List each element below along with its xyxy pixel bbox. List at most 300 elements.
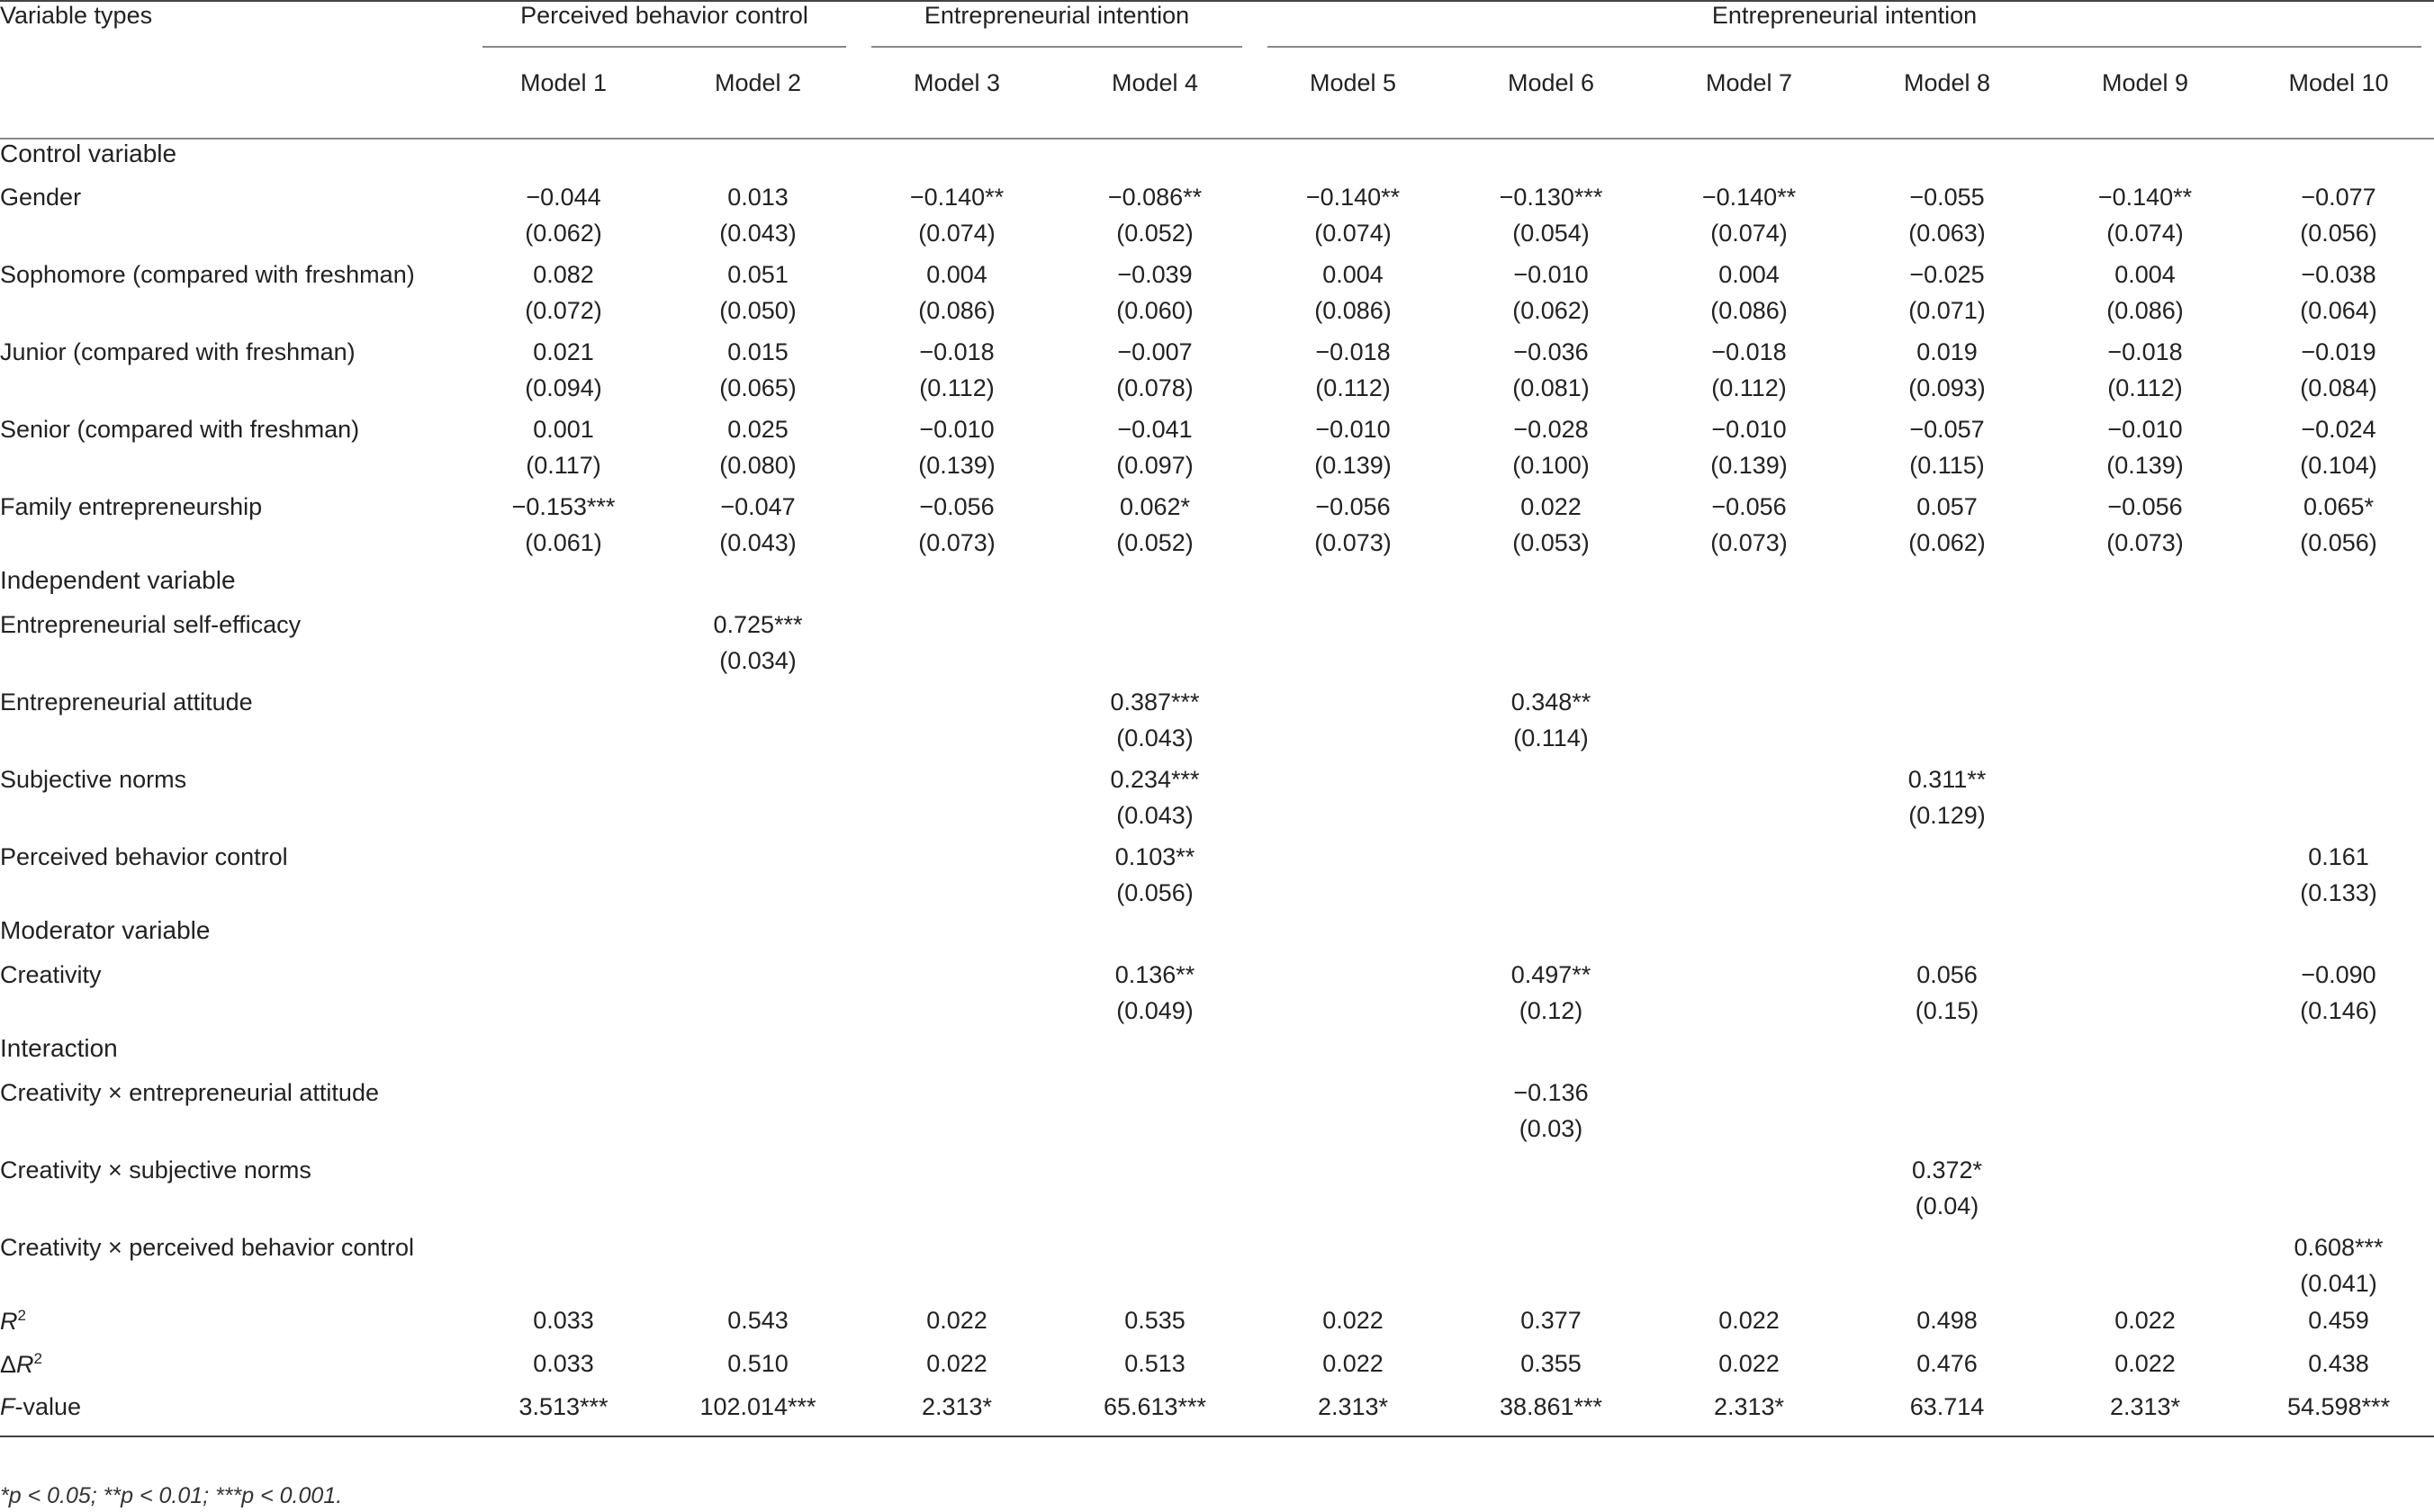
model-cell [1255, 489, 1451, 566]
coefficient: −0.018 [2107, 338, 2183, 365]
coefficient: 0.234*** [1110, 766, 1200, 793]
coefficient: 0.387*** [1110, 688, 1200, 716]
coefficient: −0.140** [909, 184, 1005, 211]
coefficient: 0.015 [727, 338, 789, 365]
stat-symbol: R [0, 1308, 18, 1335]
coefficient: −0.090 [2301, 961, 2376, 988]
model-cell [470, 1229, 657, 1307]
standard-error: (0.056) [1116, 879, 1194, 906]
model-cell [2243, 1229, 2434, 1307]
model-cell [1847, 761, 2047, 839]
model-cell [1255, 411, 1451, 489]
standard-error: (0.112) [919, 374, 995, 401]
model-cell [2243, 179, 2434, 256]
model-cell [470, 761, 657, 839]
model-cell [657, 839, 859, 916]
model-cell [1255, 761, 1451, 839]
model-cell [470, 1075, 657, 1152]
coefficient: −0.140** [1305, 184, 1401, 211]
coefficient: −0.057 [1909, 416, 1985, 443]
model-cell [1055, 1075, 1255, 1152]
row-label: Creativity [0, 961, 102, 988]
group-header-row [0, 1, 2434, 69]
row-f-value [0, 1393, 2434, 1436]
row-creativity-x-pbc [0, 1229, 2434, 1307]
coefficient: −0.136 [1513, 1079, 1589, 1106]
model-cell [859, 1075, 1055, 1152]
row-perceived-behavior-control [0, 839, 2434, 916]
coefficient: 0.022 [1520, 493, 1582, 520]
section-moderator [0, 916, 2434, 957]
model-cell [859, 957, 1055, 1034]
model-cell [1651, 334, 1847, 411]
coefficient: −0.010 [2107, 416, 2183, 443]
coefficient: 0.051 [727, 261, 789, 288]
coefficient: 0.725*** [713, 611, 803, 638]
coefficient: −0.018 [1315, 338, 1391, 365]
model-cell [859, 411, 1055, 489]
coefficient: 0.004 [2114, 261, 2176, 288]
model-cell [1451, 1075, 1651, 1152]
model-cell [1055, 489, 1255, 566]
coefficient: −0.140** [1701, 184, 1797, 211]
standard-error: (0.062) [1512, 297, 1590, 324]
standard-error: (0.062) [1908, 529, 1986, 556]
stat-value: 0.513 [1124, 1350, 1185, 1377]
coefficient: −0.047 [720, 493, 796, 520]
row-delta-r-squared [0, 1350, 2434, 1393]
model-cell [1255, 957, 1451, 1034]
model-cell [1451, 1229, 1651, 1307]
coefficient: −0.056 [919, 493, 995, 520]
standard-error: (0.072) [525, 297, 602, 324]
standard-error: (0.04) [1915, 1192, 1979, 1220]
model-cell [859, 256, 1055, 334]
coefficient: 0.082 [533, 261, 594, 288]
standard-error: (0.053) [1512, 529, 1590, 556]
model-cell [2047, 334, 2243, 411]
model-cell [657, 957, 859, 1034]
row-label: Subjective norms [0, 766, 187, 793]
model-cell [1847, 334, 2047, 411]
coefficient: −0.038 [2301, 261, 2376, 288]
standard-error: (0.071) [1908, 297, 1986, 324]
model-cell [1451, 761, 1651, 839]
model-cell [2047, 684, 2243, 761]
standard-error: (0.043) [719, 529, 797, 556]
stat-symbol: F [0, 1393, 15, 1420]
coefficient: −0.018 [1711, 338, 1787, 365]
model-header: Model 3 [859, 69, 1055, 139]
stat-value: 0.459 [2308, 1307, 2369, 1334]
standard-error: (0.043) [719, 220, 797, 247]
coefficient: −0.056 [2107, 493, 2183, 520]
model-cell [1055, 411, 1255, 489]
model-cell [657, 489, 859, 566]
model-cell [470, 179, 657, 256]
model-cell [2047, 1229, 2243, 1307]
standard-error: (0.086) [918, 297, 996, 324]
model-cell [657, 761, 859, 839]
standard-error: (0.041) [2300, 1270, 2377, 1297]
model-cell [470, 839, 657, 916]
coefficient: 0.497** [1510, 961, 1591, 988]
model-cell [1651, 256, 1847, 334]
row-subjective-norms [0, 761, 2434, 839]
standard-error: (0.073) [918, 529, 996, 556]
coefficient: −0.140** [2097, 184, 2193, 211]
row-label: Perceived behavior control [0, 843, 288, 870]
row-junior [0, 334, 2434, 411]
stat-suffix: -value [14, 1393, 82, 1420]
standard-error: (0.065) [719, 374, 797, 401]
model-header: Model 4 [1055, 69, 1255, 139]
stat-value: 0.022 [926, 1350, 987, 1377]
section-title: Interaction [0, 1034, 118, 1062]
model-cell [1847, 957, 2047, 1034]
section-title: Independent variable [0, 566, 236, 594]
section-control [0, 139, 2434, 179]
standard-error: (0.097) [1116, 452, 1194, 479]
standard-error: (0.112) [1315, 374, 1391, 401]
stat-value: 2.313* [2047, 1393, 2243, 1436]
standard-error: (0.056) [2300, 529, 2377, 556]
coefficient: −0.010 [919, 416, 995, 443]
model-cell [470, 334, 657, 411]
standard-error: (0.074) [918, 220, 996, 247]
stat-value: 0.022 [1322, 1307, 1384, 1334]
model-cell [1651, 607, 1847, 684]
model-cell [470, 489, 657, 566]
model-cell [2047, 957, 2243, 1034]
stat-value: 2.313* [1255, 1393, 1451, 1436]
standard-error: (0.086) [1314, 297, 1392, 324]
model-cell [1255, 839, 1451, 916]
model-cell [1651, 411, 1847, 489]
stat-value: 63.714 [1847, 1393, 2047, 1436]
standard-error: (0.15) [1915, 997, 1979, 1024]
model-cell [2243, 684, 2434, 761]
standard-error: (0.104) [2300, 452, 2377, 479]
model-cell [2047, 761, 2243, 839]
standard-error: (0.034) [719, 647, 797, 674]
model-cell [657, 607, 859, 684]
model-cell [1451, 607, 1651, 684]
model-header: Model 2 [657, 69, 859, 139]
row-label: Family entrepreneurship [0, 493, 263, 520]
stat-value: 38.861*** [1451, 1393, 1651, 1436]
model-cell [1847, 411, 2047, 489]
model-cell [1451, 489, 1651, 566]
model-cell [470, 607, 657, 684]
model-cell [859, 1229, 1055, 1307]
coefficient: −0.041 [1117, 416, 1193, 443]
table-footnote: *p < 0.05; **p < 0.01; ***p < 0.001. [0, 1483, 343, 1508]
row-creativity [0, 957, 2434, 1034]
standard-error: (0.060) [1116, 297, 1194, 324]
model-cell [1847, 1152, 2047, 1229]
model-cell [1055, 179, 1255, 256]
coefficient: −0.010 [1711, 416, 1787, 443]
coefficient: −0.055 [1909, 184, 1985, 211]
standard-error: (0.078) [1116, 374, 1194, 401]
coefficient: −0.010 [1315, 416, 1391, 443]
model-cell [1651, 489, 1847, 566]
stat-value: 65.613*** [1055, 1393, 1255, 1436]
standard-error: (0.084) [2300, 374, 2377, 401]
model-cell [470, 256, 657, 334]
model-cell [1847, 1075, 2047, 1152]
model-header: Model 9 [2047, 69, 2243, 139]
model-cell [1055, 684, 1255, 761]
stat-value: 0.476 [1916, 1350, 1978, 1377]
row-r-squared [0, 1307, 2434, 1350]
stat-value: 0.535 [1124, 1307, 1185, 1334]
model-cell [1255, 1229, 1451, 1307]
row-gender [0, 179, 2434, 256]
coefficient: −0.056 [1711, 493, 1787, 520]
stat-value: 0.022 [2114, 1307, 2176, 1334]
coefficient: 0.001 [533, 416, 594, 443]
model-cell [2047, 489, 2243, 566]
model-header-blank [0, 69, 470, 139]
stat-superscript: 2 [17, 1307, 26, 1324]
model-cell [1055, 607, 1255, 684]
model-cell [1055, 957, 1255, 1034]
stat-label [0, 1307, 470, 1350]
coefficient: −0.036 [1513, 338, 1589, 365]
standard-error: (0.074) [1314, 220, 1392, 247]
model-cell [1255, 1075, 1451, 1152]
row-sophomore [0, 256, 2434, 334]
model-cell [657, 1075, 859, 1152]
model-cell [1847, 839, 2047, 916]
model-cell [859, 489, 1055, 566]
coefficient: −0.025 [1909, 261, 1985, 288]
coefficient: 0.103** [1114, 843, 1195, 870]
standard-error: (0.074) [2106, 220, 2184, 247]
model-cell [657, 256, 859, 334]
model-cell [657, 684, 859, 761]
stat-value: 0.438 [2308, 1350, 2369, 1377]
model-cell [1055, 839, 1255, 916]
standard-error: (0.086) [2106, 297, 2184, 324]
model-cell [1255, 256, 1451, 334]
row-label: Creativity × subjective norms [0, 1156, 311, 1184]
standard-error: (0.086) [1710, 297, 1788, 324]
standard-error: (0.081) [1512, 374, 1590, 401]
coefficient: −0.019 [2301, 338, 2376, 365]
row-label: Entrepreneurial attitude [0, 688, 253, 716]
model-header: Model 6 [1451, 69, 1651, 139]
model-cell [859, 1152, 1055, 1229]
model-header: Model 10 [2243, 69, 2434, 139]
model-cell [2243, 1152, 2434, 1229]
stat-superscript: 2 [33, 1350, 43, 1367]
model-cell [2243, 839, 2434, 916]
row-creativity-x-norms [0, 1152, 2434, 1229]
coefficient: 0.004 [1718, 261, 1780, 288]
model-cell [657, 411, 859, 489]
stat-value: 0.543 [727, 1307, 789, 1334]
model-header: Model 7 [1651, 69, 1847, 139]
model-header-row [0, 69, 2434, 139]
model-cell [1451, 334, 1651, 411]
model-cell [859, 839, 1055, 916]
model-cell [2047, 1152, 2243, 1229]
row-label: Senior (compared with freshman) [0, 416, 360, 443]
model-cell [1651, 1075, 1847, 1152]
coefficient: 0.004 [1322, 261, 1384, 288]
standard-error: (0.112) [2107, 374, 2183, 401]
group-header-ei-1: Entrepreneurial intention [859, 1, 1255, 69]
model-cell [859, 334, 1055, 411]
row-creativity-x-attitude [0, 1075, 2434, 1152]
model-cell [1055, 256, 1255, 334]
coefficient: 0.004 [926, 261, 987, 288]
model-cell [1055, 1229, 1255, 1307]
standard-error: (0.073) [1314, 529, 1392, 556]
stat-value: 2.313* [859, 1393, 1055, 1436]
standard-error: (0.054) [1512, 220, 1590, 247]
coefficient: −0.018 [919, 338, 995, 365]
model-cell [2243, 256, 2434, 334]
standard-error: (0.061) [525, 529, 602, 556]
model-cell [1451, 684, 1651, 761]
model-cell [657, 1229, 859, 1307]
model-header: Model 1 [470, 69, 657, 139]
section-title: Moderator variable [0, 916, 211, 944]
coefficient: −0.039 [1117, 261, 1193, 288]
standard-error: (0.064) [2300, 297, 2377, 324]
model-cell [2243, 411, 2434, 489]
model-cell [1847, 179, 2047, 256]
model-cell [859, 179, 1055, 256]
coefficient: 0.062* [1119, 493, 1191, 520]
stat-value: 0.022 [2114, 1350, 2176, 1377]
standard-error: (0.139) [1314, 452, 1392, 479]
model-cell [1255, 1152, 1451, 1229]
model-cell [2047, 179, 2243, 256]
model-cell [2047, 256, 2243, 334]
model-cell [2047, 607, 2243, 684]
stat-value: 0.510 [727, 1350, 789, 1377]
model-cell [1651, 957, 1847, 1034]
row-attitude [0, 684, 2434, 761]
row-family-entrepreneurship [0, 489, 2434, 566]
standard-error: (0.062) [525, 220, 602, 247]
coefficient: 0.021 [533, 338, 594, 365]
model-cell [859, 684, 1055, 761]
model-cell [657, 179, 859, 256]
standard-error: (0.052) [1116, 529, 1194, 556]
stat-symbol: R [16, 1351, 34, 1378]
stat-value: 0.022 [1322, 1350, 1384, 1377]
section-independent [0, 566, 2434, 607]
coefficient: 0.348** [1510, 688, 1591, 716]
model-cell [1451, 839, 1651, 916]
row-label: Creativity × entrepreneurial attitude [0, 1079, 379, 1106]
coefficient: −0.024 [2301, 416, 2376, 443]
model-cell [2047, 839, 2243, 916]
coefficient: −0.044 [526, 184, 601, 211]
model-header: Model 8 [1847, 69, 2047, 139]
model-cell [2047, 411, 2243, 489]
standard-error: (0.056) [2300, 220, 2377, 247]
coefficient: 0.065* [2303, 493, 2375, 520]
model-cell [2243, 607, 2434, 684]
model-cell [1255, 684, 1451, 761]
stat-value: 102.014*** [657, 1393, 859, 1436]
group-header-ei-2: Entrepreneurial intention [1255, 1, 2434, 69]
coefficient: 0.161 [2308, 843, 2369, 870]
model-cell [470, 411, 657, 489]
model-cell [1451, 411, 1651, 489]
coefficient: 0.025 [727, 416, 789, 443]
stat-value: 0.022 [926, 1307, 987, 1334]
coefficient: −0.056 [1315, 493, 1391, 520]
coefficient: −0.086** [1107, 184, 1203, 211]
coefficient: 0.608*** [2294, 1234, 2384, 1261]
coefficient: 0.136** [1114, 961, 1195, 988]
standard-error: (0.052) [1116, 220, 1194, 247]
model-cell [859, 761, 1055, 839]
row-label: Entrepreneurial self-efficacy [0, 611, 302, 638]
stat-value: 0.355 [1520, 1350, 1582, 1377]
model-cell [859, 607, 1055, 684]
row-label: Creativity × perceived behavior control [0, 1234, 414, 1261]
standard-error: (0.049) [1116, 997, 1194, 1024]
standard-error: (0.114) [1513, 724, 1589, 752]
coefficient: 0.372* [1911, 1156, 1983, 1184]
group-header-pbc: Perceived behavior control [470, 1, 859, 69]
model-cell [1651, 684, 1847, 761]
model-cell [1651, 1229, 1847, 1307]
section-interaction [0, 1034, 2434, 1075]
model-cell [2047, 1075, 2243, 1152]
standard-error: (0.117) [526, 452, 601, 479]
model-cell [2243, 761, 2434, 839]
stat-value: 0.022 [1718, 1307, 1780, 1334]
model-cell [657, 334, 859, 411]
coefficient: 0.013 [727, 184, 789, 211]
standard-error: (0.133) [2300, 879, 2377, 906]
variable-types-header: Variable types [0, 1, 470, 69]
standard-error: (0.080) [719, 452, 797, 479]
stat-label [0, 1393, 470, 1436]
row-label: Junior (compared with freshman) [0, 338, 356, 365]
model-cell [2243, 1075, 2434, 1152]
standard-error: (0.12) [1519, 997, 1583, 1024]
model-cell [1651, 761, 1847, 839]
standard-error: (0.073) [1710, 529, 1788, 556]
stat-label [0, 1350, 470, 1393]
model-cell [1055, 761, 1255, 839]
standard-error: (0.093) [1908, 374, 1986, 401]
standard-error: (0.03) [1519, 1115, 1583, 1142]
coefficient: −0.007 [1117, 338, 1193, 365]
model-cell [1255, 607, 1451, 684]
model-cell [657, 1152, 859, 1229]
coefficient: −0.028 [1513, 416, 1589, 443]
row-senior [0, 411, 2434, 489]
standard-error: (0.043) [1116, 802, 1194, 829]
row-label: Sophomore (compared with freshman) [0, 261, 415, 288]
coefficient: 0.311** [1907, 766, 1987, 793]
model-cell [1255, 334, 1451, 411]
model-cell [1651, 179, 1847, 256]
model-cell [1847, 684, 2047, 761]
